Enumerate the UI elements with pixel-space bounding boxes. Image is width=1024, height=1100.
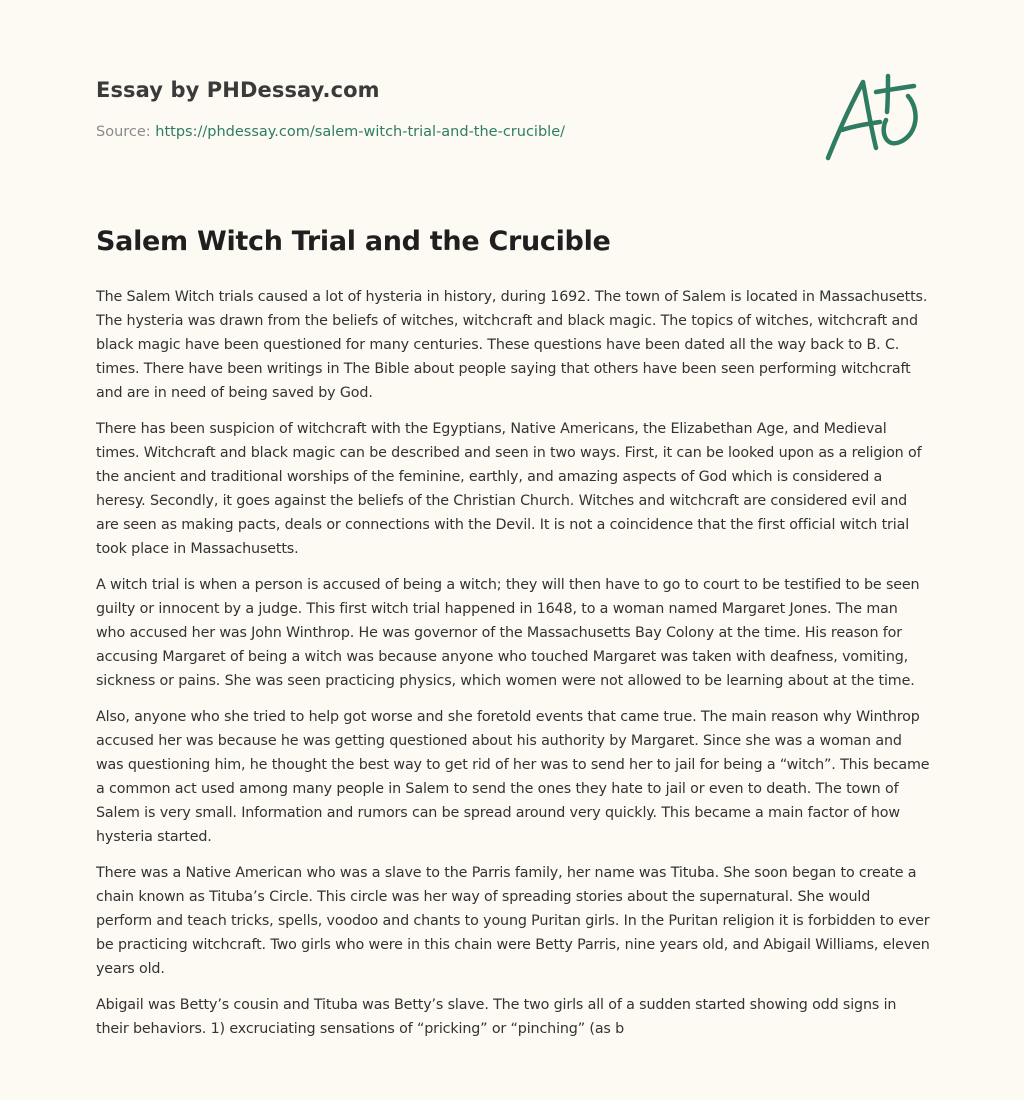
essay-paragraph: There was a Native American who was a slave to the Parris family, her name was Tituba. She soon began to create a chain known as Tituba’s Circle. This circle was her way of spreading stories about the supernatural. She would perform and teach tricks, spells, voodoo and chants to young Puritan girls. In the Puritan religion it is forbidden to ever be practicing witchcraft. Two girls who were in this chain were Betty Parris, nine years old, and Abigail Williams, eleven years old. [96, 865, 930, 977]
essay-paragraph: Abigail was Betty’s cousin and Tituba was Betty’s slave. The two girls all of a sudden started showing odd signs in their behaviors. 1) excruciating sensations of “pricking” or “pinching” (as b [96, 997, 897, 1037]
essay-paragraph: Also, anyone who she tried to help got worse and she foretold events that came true. The main reason why Winthrop accused her was because he was getting questioned about his authority by Margaret. Since she was a woman and was questioning him, he thought the best way to get rid of her was to send her to jail for being a “witch”. This became a common act used among many people in Salem to send the ones they hate to jail or even to death. The town of Salem is very small. Information and rumors can be spread around very quickly. This became a main factor of how hysteria started. [96, 709, 930, 845]
essay-body [96, 285, 930, 1053]
essay-paragraph: There has been suspicion of witchcraft with the Egyptians, Native Americans, the Elizabethan Age, and Medieval times. Witchcraft and black magic can be described and seen in two ways. First, it can be looked upon as a religion of the ancient and traditional worships of the feminine, earthly, and amazing aspects of God which is considered a heresy. Secondly, it goes against the beliefs of the Christian Church. Witches and witchcraft are considered evil and are seen as making pacts, deals or connections with the Devil. It is not a coincidence that the first official witch trial took place in Massachusetts. [96, 421, 922, 557]
essay-paragraph: A witch trial is when a person is accused of being a witch; they will then have to go to court to be testified to be seen guilty or innocent by a judge. This first witch trial happened in 1648, to a woman named Margaret Jones. The man who accused her was John Winthrop. He was governor of the Massachusetts Bay Colony at the time. His reason for accusing Margaret of being a witch was because anyone who touched Margaret was taken with deafness, vomiting, sickness or pains. She was seen practicing physics, which women were not allowed to be learning about at the time. [96, 577, 920, 689]
source-label: Source: [96, 124, 156, 140]
source-link[interactable]: https://phdessay.com/salem-witch-trial-and-the-crucible/ [155, 124, 565, 140]
essay-title: Salem Witch Trial and the Crucible [96, 226, 611, 257]
essay-paragraph: The Salem Witch trials caused a lot of hysteria in history, during 1692. The town of Salem is located in Massachusetts. The hysteria was drawn from the beliefs of witches, witchcraft and black magic. The topics of witches, witchcraft and black magic have been questioned for many centuries. These questions have been dated all the way back to B. C. times. There have been writings in The Bible about people saying that others have been seen performing witchcraft and are in need of being saved by God. [96, 289, 928, 401]
site-brand: Essay by PHDessay.com [96, 78, 380, 102]
source-line [96, 124, 565, 140]
a-plus-logo-icon [820, 68, 925, 166]
